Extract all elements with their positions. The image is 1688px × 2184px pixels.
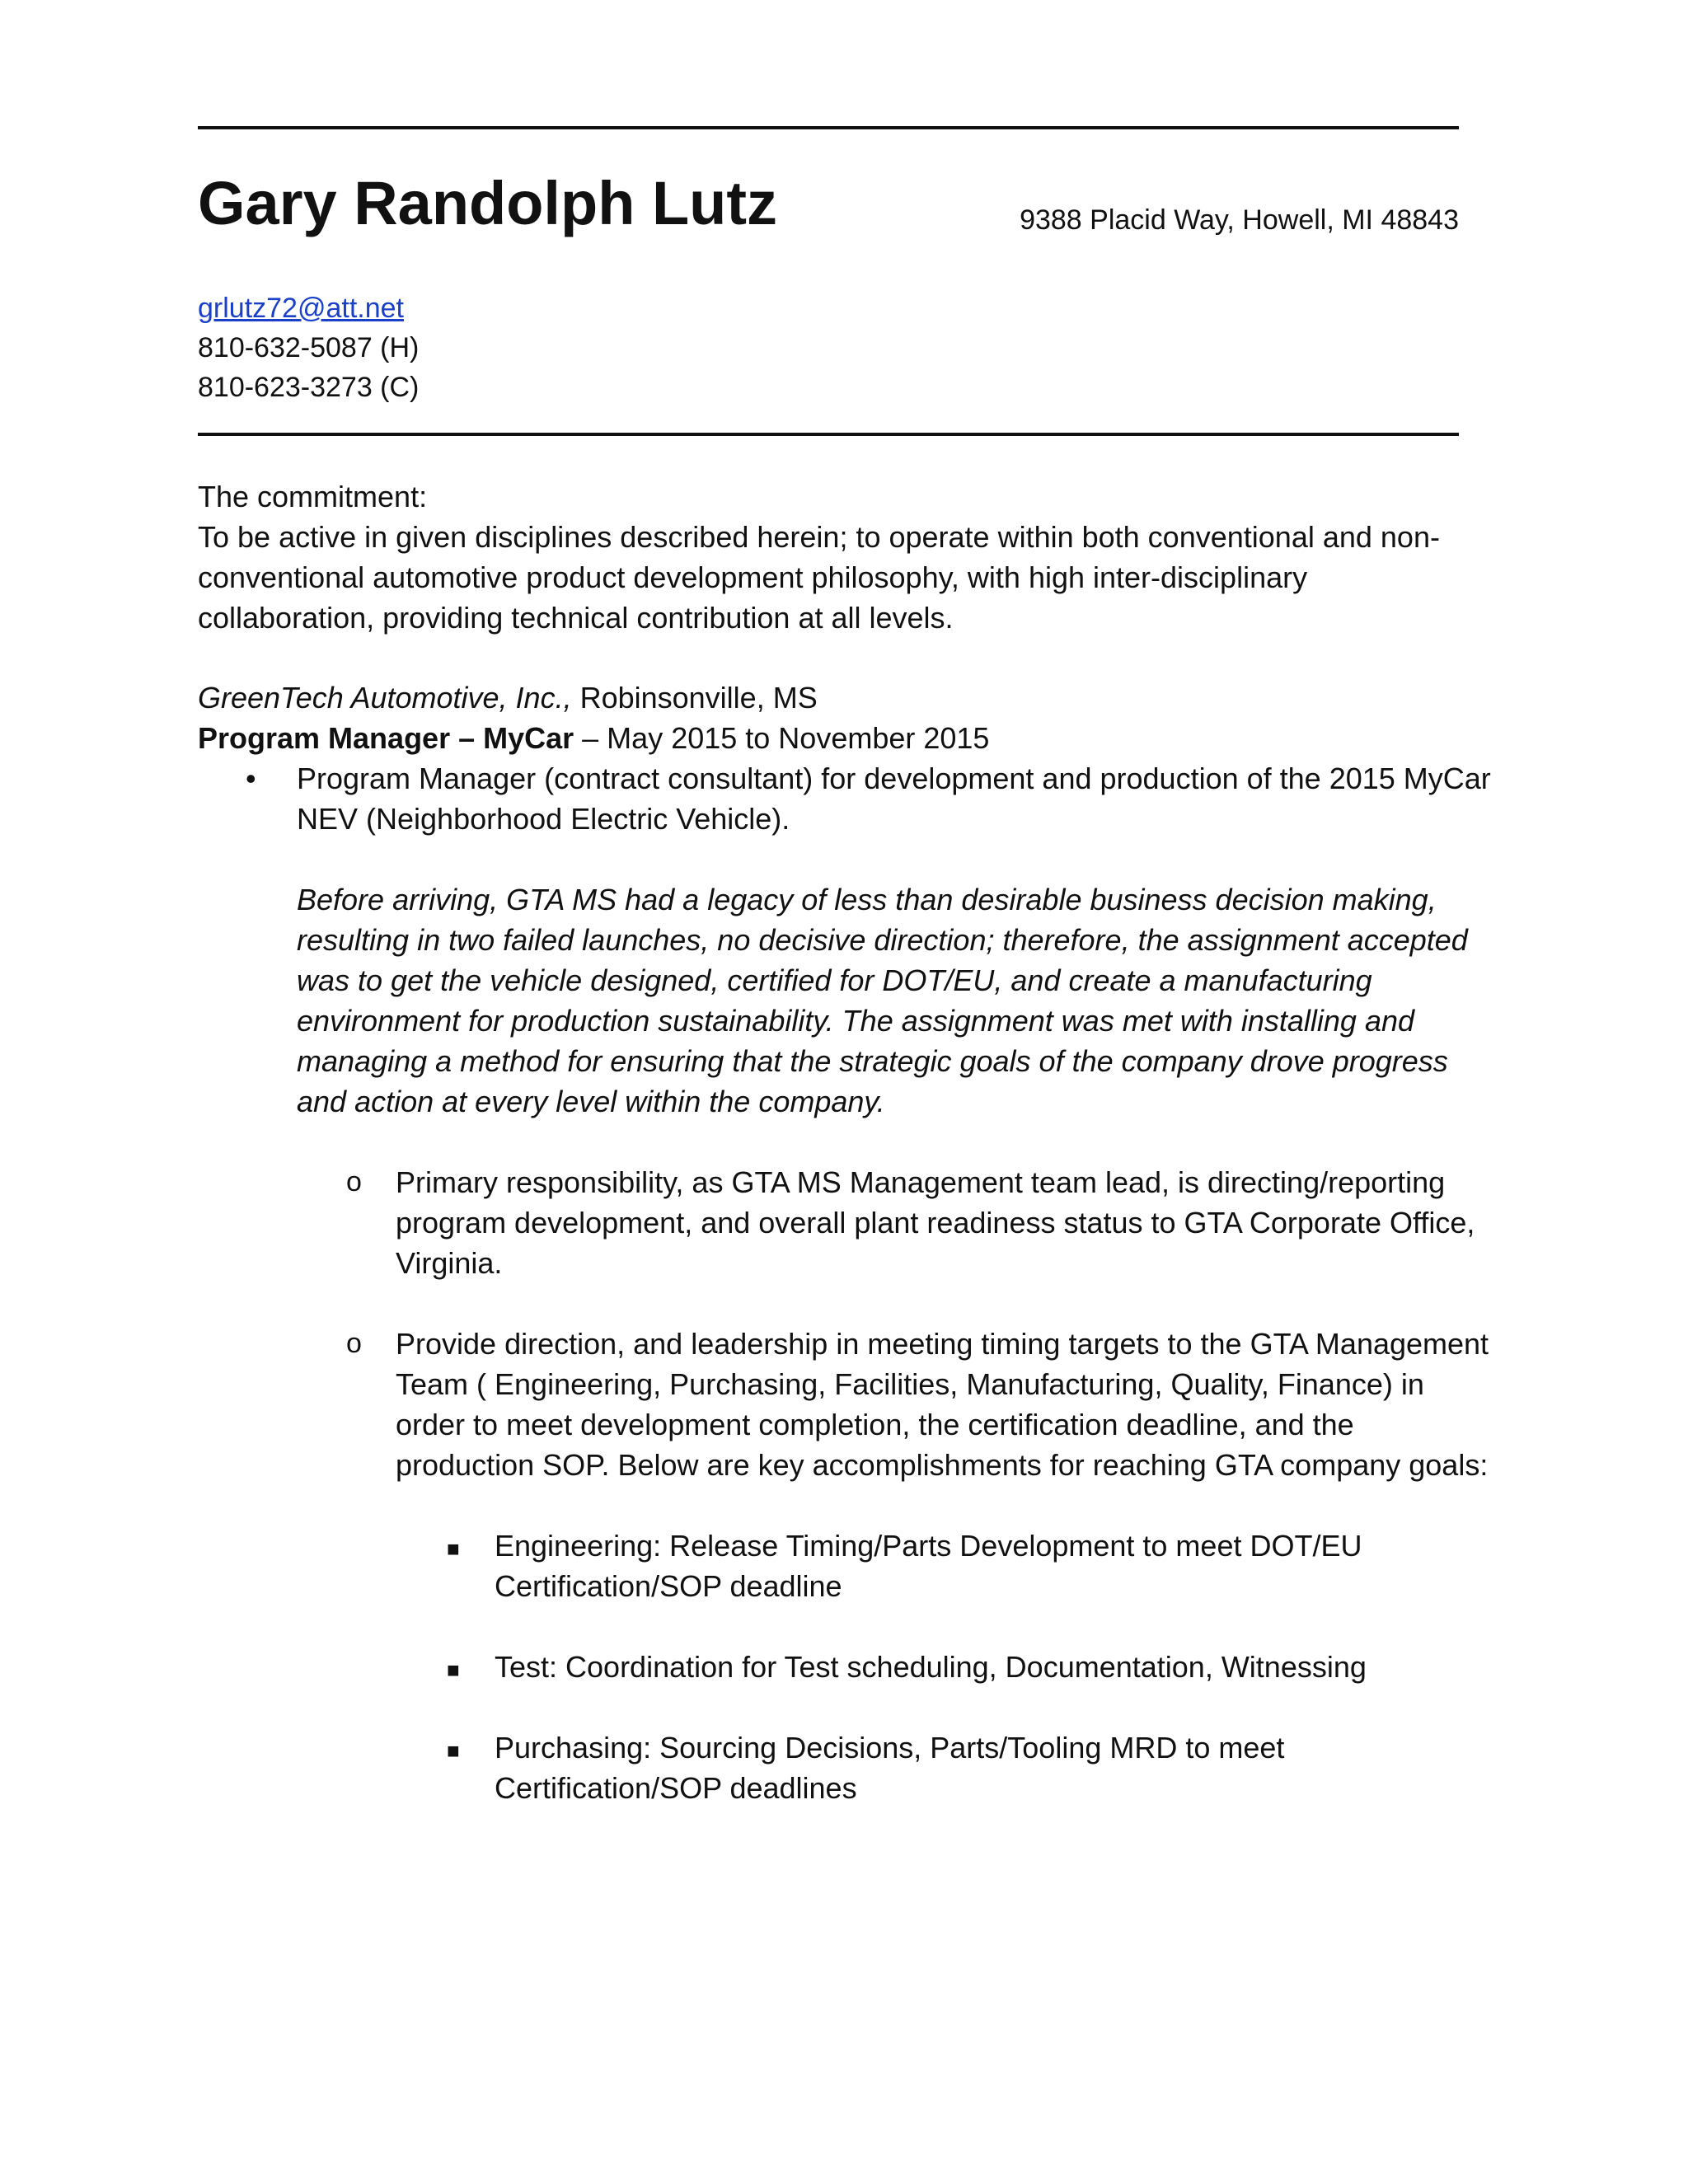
sub-bullet-marker: o [346, 1328, 362, 1359]
responsibility-text: Primary responsibility, as GTA MS Management team lead, is directing/reporting program development, and overall plant readiness status to GTA Corporate Office, Virginia. [396, 1165, 1475, 1280]
home-phone: 810-632-5087 (H) [198, 332, 420, 363]
bullet-marker: • [246, 762, 256, 795]
commitment-section [198, 476, 1484, 638]
commitment-heading: The commitment: [198, 480, 428, 513]
email-link[interactable]: grlutz72@att.net [198, 293, 404, 324]
list-item [198, 1162, 1492, 1283]
accomplishment-text: Engineering: Release Timing/Parts Development to meet DOT/EU Certification/SOP deadline [495, 1529, 1362, 1603]
job-summary: Program Manager (contract consultant) for development and production of the 2015 MyCar NEV (Neighborhood Electric Vehicle). [297, 762, 1491, 836]
accomplishment-text: Test: Coordination for Test scheduling, Documentation, Witnessing [495, 1650, 1367, 1684]
list-item [198, 1727, 1492, 1808]
square-bullet-marker: ■ [447, 1738, 460, 1763]
candidate-name: Gary Randolph Lutz [198, 169, 777, 237]
company-name: GreenTech Automotive, Inc., [198, 681, 572, 715]
responsibility-text: Provide direction, and leadership in meeting timing targets to the GTA Management Team ( Engineering, Purchasing, Facilities, Manufacturing, Quality, Finance) in order to meet development completion, the certification deadline, and the production SOP. Below are key accomplishments for reaching GTA company goals: [396, 1327, 1489, 1482]
sub-bullet-marker: o [346, 1166, 362, 1197]
contact-block [198, 288, 419, 407]
company-location: Robinsonville, MS [571, 681, 818, 715]
list-item [198, 1526, 1492, 1606]
list-item [198, 758, 1492, 839]
square-bullet-marker: ■ [447, 1536, 460, 1561]
commitment-text: To be active in given disciplines described herein; to operate within both conventional and non-conventional automotive product development philosophy, with high inter-disciplinary collaboration, providing technical contribution at all levels. [198, 520, 1440, 635]
list-item [198, 1324, 1492, 1485]
cell-phone: 810-623-3273 (C) [198, 372, 420, 403]
job-title: Program Manager – MyCar [198, 721, 574, 755]
mailing-address: 9388 Placid Way, Howell, MI 48843 [1020, 204, 1459, 236]
accomplishment-text: Purchasing: Sourcing Decisions, Parts/Tooling MRD to meet Certification/SOP deadlines [495, 1731, 1285, 1805]
list-item [198, 1647, 1492, 1687]
job-dates: – May 2015 to November 2015 [574, 721, 990, 755]
job-context: Before arriving, GTA MS had a legacy of less than desirable business decision making, resulting in two failed launches, no decisive direction; therefore, the assignment accepted was to get the vehicle designed, certified for DOT/EU, and create a manufacturing environment for production sustainability. The assignment was met with installing and managing a method for ensuring that the strategic goals of the company drove progress and action at every level within the company. [297, 883, 1468, 1118]
top-divider [198, 126, 1459, 129]
job-details [198, 758, 1492, 1808]
employer-line [198, 677, 1484, 718]
square-bullet-marker: ■ [447, 1657, 460, 1682]
role-line [198, 718, 1484, 758]
employer-block [198, 677, 1484, 758]
header-divider [198, 433, 1459, 436]
